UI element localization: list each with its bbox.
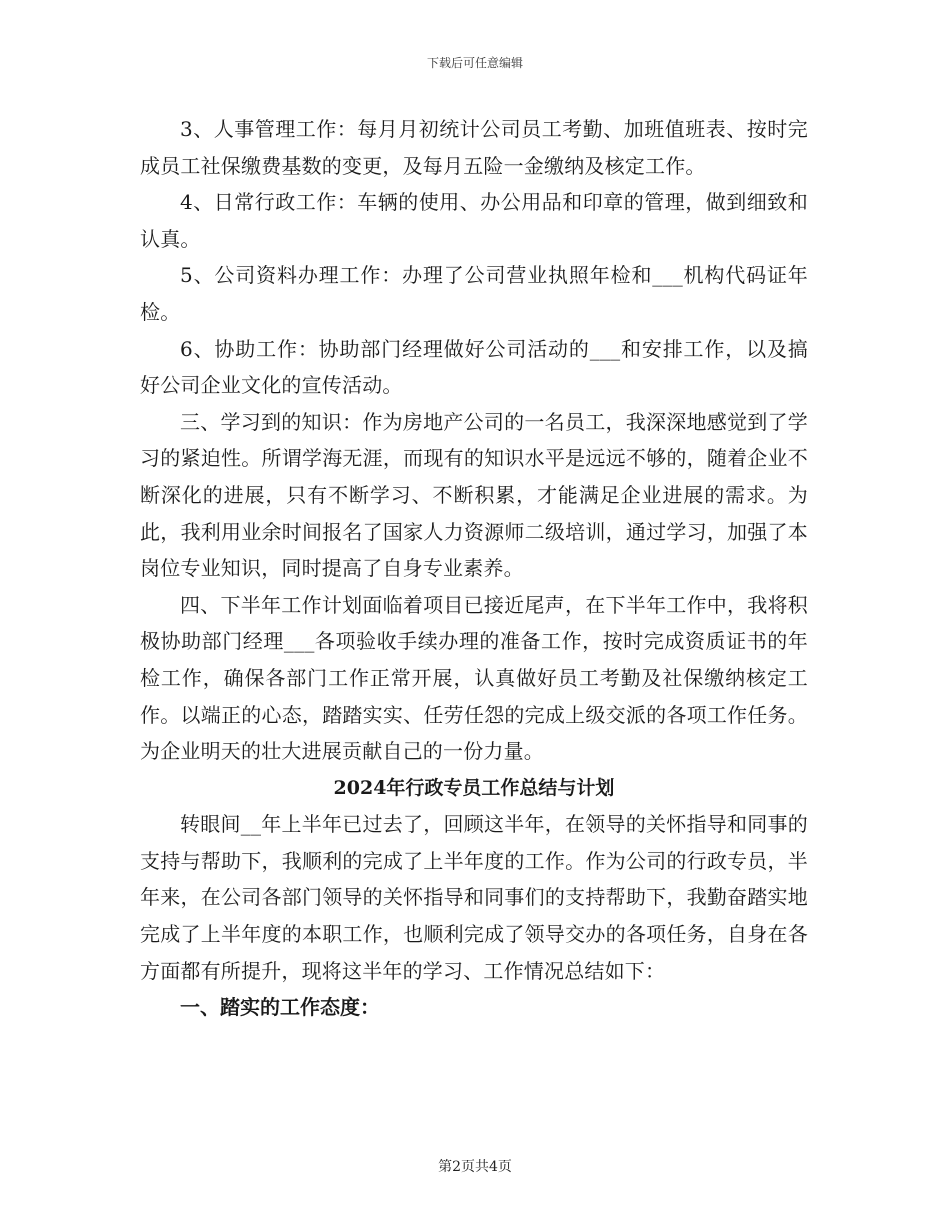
page-footer: 第2页共4页	[438, 1159, 512, 1175]
paragraph-company-documents: 5、公司资料办理工作：办理了公司营业执照年检和___机构代码证年检。	[140, 263, 808, 324]
paragraph-personnel-management: 3、人事管理工作：每月月初统计公司员工考勤、加班值班表、按时完成员工社保缴费基数的变更，及每月五险一金缴纳及核定工作。	[140, 117, 808, 178]
paragraph-intro: 转眼间__年上半年已过去了，回顾这半年，在领导的关怀指导和同事的支持与帮助下，我顺利的完成了上半年度的工作。作为公司的行政专员，半年来，在公司各部门领导的关怀指导和同事们的支持帮助下，我勤奋踏实地完成了上半年度的本职工作，也顺利完成了领导交办的各项任务，自身在各方面都有所提升，现将这半年的学习、工作情况总结如下：	[140, 812, 808, 983]
section-heading-work-attitude: 一、踏实的工作态度：	[180, 995, 380, 1020]
paragraph-knowledge-learned: 三、学习到的知识：作为房地产公司的一名员工，我深深地感觉到了学习的紧迫性。所谓学海无涯，而现有的知识水平是远远不够的，随着企业不断深化的进展，只有不断学习、不断积累，才能满足企业进展的需求。为此，我利用业余时间报名了国家人力资源师二级培训，通过学习，加强了本岗位专业知识，同时提高了自身专业素养。	[140, 409, 808, 581]
paragraph-assistance-work: 6、协助工作：协助部门经理做好公司活动的___和安排工作，以及搞好公司企业文化的宣传活动。	[140, 336, 808, 398]
document-body	[140, 111, 808, 1026]
page-header: 下载后可任意编辑	[426, 56, 523, 70]
document-title: 2024年行政专员工作总结与计划	[333, 776, 615, 799]
paragraph-second-half-plan: 四、下半年工作计划面临着项目已接近尾声，在下半年工作中，我将积极协助部门经理___各项验收手续办理的准备工作，按时完成资质证书的年检工作，确保各部门工作正常开展，认真做好员工考勤及社保缴纳核定工作。以端正的心态，踏踏实实、任劳任怨的完成上级交派的各项工作任务。为企业明天的壮大进展贡献自己的一份力量。	[140, 592, 808, 764]
paragraph-daily-administration: 4、日常行政工作：车辆的使用、办公用品和印章的管理，做到细致和认真。	[140, 190, 808, 251]
